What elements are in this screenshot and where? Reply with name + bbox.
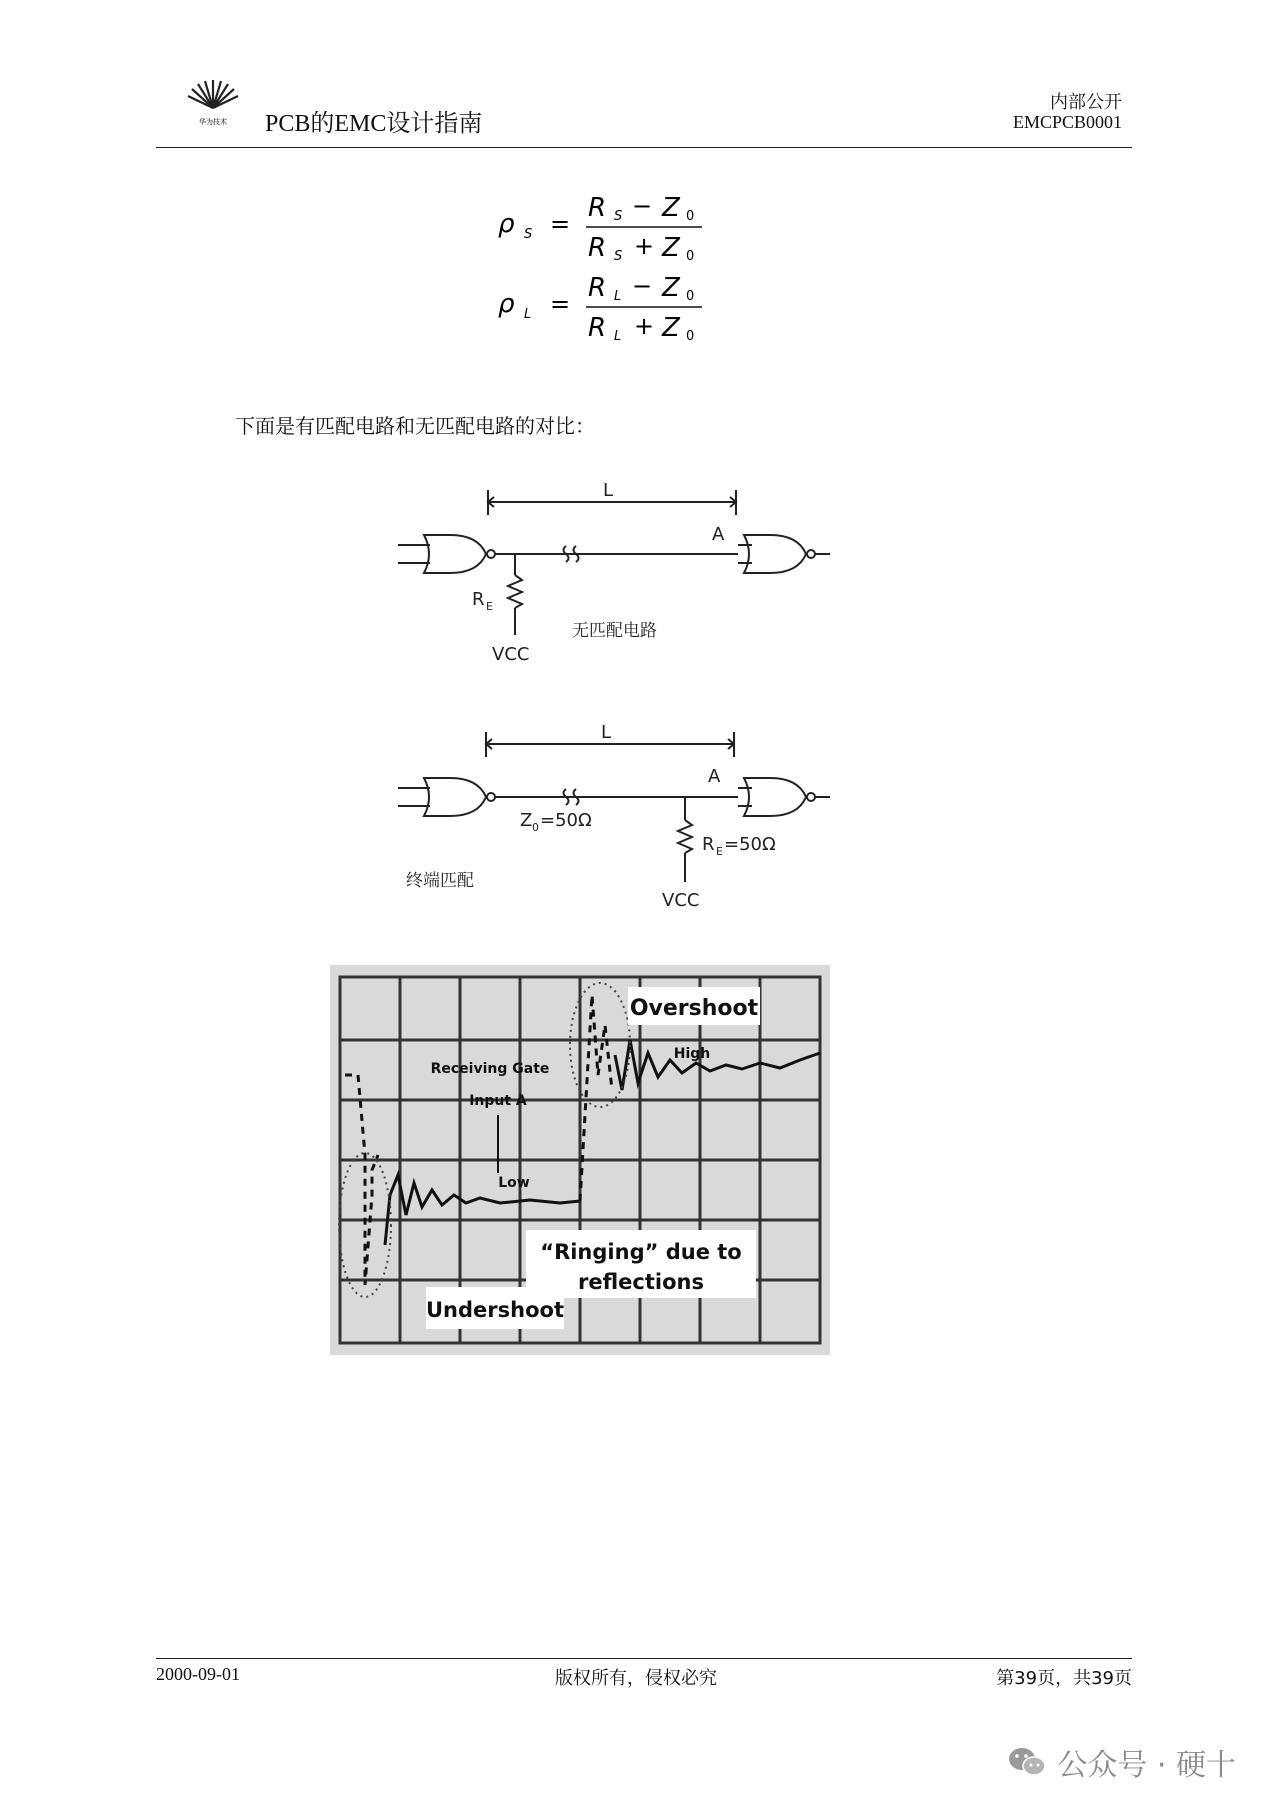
formula1-num-b: Z	[662, 193, 680, 223]
formula1-lhs-sub: S	[524, 227, 533, 242]
intro-paragraph: 下面是有匹配电路和无匹配电路的对比：	[235, 414, 595, 438]
header-rule	[156, 147, 1132, 148]
formula1-den-a-sub: S	[614, 249, 623, 264]
formula2-lhs: ρ	[498, 289, 515, 319]
formula1-num-a: R	[588, 193, 607, 223]
formula1-num-a-sub: S	[614, 209, 623, 224]
formula1-minus: −	[632, 192, 653, 220]
formula2-num-b: Z	[662, 273, 680, 303]
footer-rule	[156, 1658, 1132, 1659]
circuit2-vcc-label: VCC	[662, 890, 700, 911]
oscilloscope-ringing-image	[330, 965, 830, 1355]
formula1-den-b: Z	[662, 233, 680, 263]
input-a-label: Input A	[469, 1093, 527, 1109]
formula2-den-a: R	[588, 313, 607, 343]
ringing-label-line1: “Ringing” due to	[540, 1240, 742, 1264]
formula1-num-b-sub: 0	[686, 209, 695, 224]
footer-page-number: 第39页，共39页	[996, 1668, 1132, 1689]
watermark	[1007, 1740, 1236, 1784]
footer-copyright: 版权所有，侵权必究	[555, 1668, 717, 1689]
formula-load	[498, 272, 702, 344]
circuit1-resistor-label: R	[472, 589, 485, 610]
formula2-num-b-sub: 0	[686, 289, 695, 304]
formula2-lhs-sub: L	[524, 307, 532, 322]
receiving-gate-label: Receiving Gate	[430, 1061, 550, 1077]
company-logo	[185, 76, 241, 128]
document-title: PCB的EMC设计指南	[265, 111, 483, 137]
circuit2-resistor-value: =50Ω	[724, 834, 776, 855]
formula1-equals: =	[550, 210, 571, 238]
formula2-den-a-sub: L	[614, 329, 622, 344]
circuit2-impedance-value: =50Ω	[540, 810, 592, 831]
undershoot-label: Undershoot	[426, 1298, 564, 1322]
circuit-unmatched	[398, 490, 830, 635]
wechat-icon	[1007, 1745, 1047, 1779]
circuit2-impedance-label: Z	[520, 810, 533, 831]
footer-date: 2000-09-01	[156, 1664, 240, 1684]
formula-source	[498, 192, 702, 264]
circuit2-impedance-sub: 0	[532, 821, 539, 834]
high-label: High	[673, 1046, 711, 1062]
formula1-den-b-sub: 0	[686, 249, 695, 264]
ringing-label-line2: reflections	[578, 1270, 704, 1294]
formula2-num-a-sub: L	[614, 289, 622, 304]
formula1-lhs: ρ	[498, 209, 515, 239]
watermark-text: 公众号 · 硬十	[1057, 1748, 1236, 1783]
circuit1-length-label: L	[602, 480, 614, 501]
document-code: EMCPCB0001	[1012, 112, 1122, 132]
reflection-formulas	[490, 192, 750, 352]
circuit1-node-label: A	[712, 524, 725, 545]
formula2-minus: −	[632, 272, 653, 300]
low-label: Low	[498, 1175, 530, 1191]
circuit2-resistor-sub: E	[716, 845, 723, 858]
overshoot-label: Overshoot	[629, 996, 759, 1021]
formula2-num-a: R	[588, 273, 607, 303]
formula2-den-b: Z	[662, 313, 680, 343]
formula1-den-a: R	[588, 233, 607, 263]
formula2-den-b-sub: 0	[686, 329, 695, 344]
logo-caption: 华为技术	[199, 118, 227, 126]
circuit2-resistor-label: R	[702, 834, 715, 855]
circuit2-length-label: L	[600, 722, 612, 743]
circuit1-resistor-sub: E	[486, 600, 493, 613]
formula2-equals: =	[550, 290, 571, 318]
circuit2-node-label: A	[708, 766, 721, 787]
circuit1-vcc-label: VCC	[492, 644, 530, 665]
circuit1-caption: 无匹配电路	[572, 621, 657, 641]
circuit-diagrams	[390, 470, 840, 920]
circuit2-caption: 终端匹配	[406, 871, 474, 891]
formula2-plus: +	[634, 312, 655, 340]
document-classification: 内部公开	[1050, 92, 1122, 112]
formula1-plus: +	[634, 232, 655, 260]
circuit-terminated	[398, 732, 830, 882]
